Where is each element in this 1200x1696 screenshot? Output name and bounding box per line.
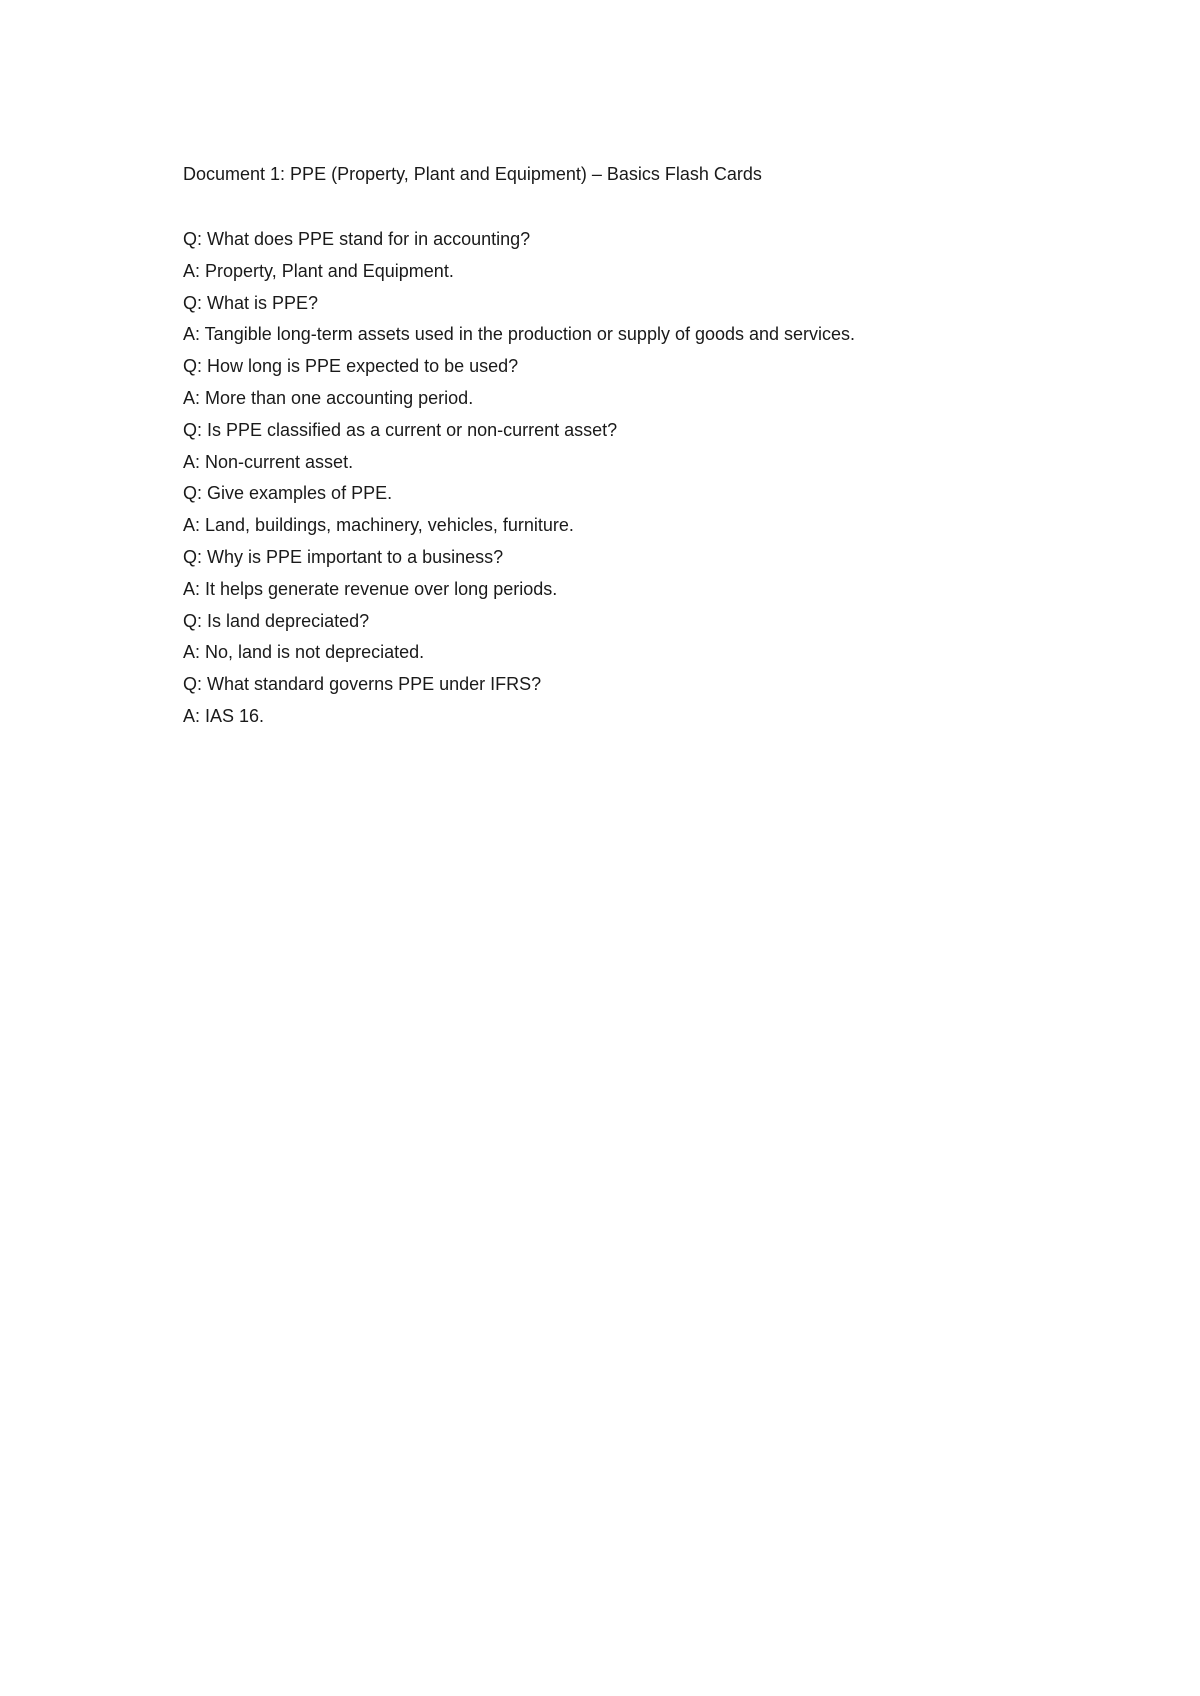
flash-card-list <box>183 224 1083 733</box>
answer-line: A: More than one accounting period. <box>183 387 474 408</box>
answer-line: A: No, land is not depreciated. <box>183 642 425 663</box>
question-line: Q: How long is PPE expected to be used? <box>183 356 519 377</box>
question-line: Q: Is PPE classified as a current or non-current asset? <box>183 419 618 440</box>
question-line: Q: What is PPE? <box>183 292 319 313</box>
answer-line: A: Non-current asset. <box>183 451 354 472</box>
question-line: Q: Is land depreciated? <box>183 610 370 631</box>
question-line: Q: Give examples of PPE. <box>183 483 393 504</box>
answer-line: A: IAS 16. <box>183 705 265 726</box>
question-line: Q: What does PPE stand for in accounting? <box>183 229 531 249</box>
question-line: Q: Why is PPE important to a business? <box>183 546 504 567</box>
document-title: Document 1: PPE (Property, Plant and Equipment) – Basics Flash Cards <box>183 164 762 184</box>
answer-line: A: Property, Plant and Equipment. <box>183 260 454 281</box>
answer-line: A: Land, buildings, machinery, vehicles, furniture. <box>183 515 574 536</box>
answer-line: A: It helps generate revenue over long periods. <box>183 578 558 599</box>
answer-line: A: Tangible long-term assets used in the production or supply of goods and services. <box>183 324 856 345</box>
document-content <box>183 160 1083 733</box>
question-line: Q: What standard governs PPE under IFRS? <box>183 674 542 695</box>
